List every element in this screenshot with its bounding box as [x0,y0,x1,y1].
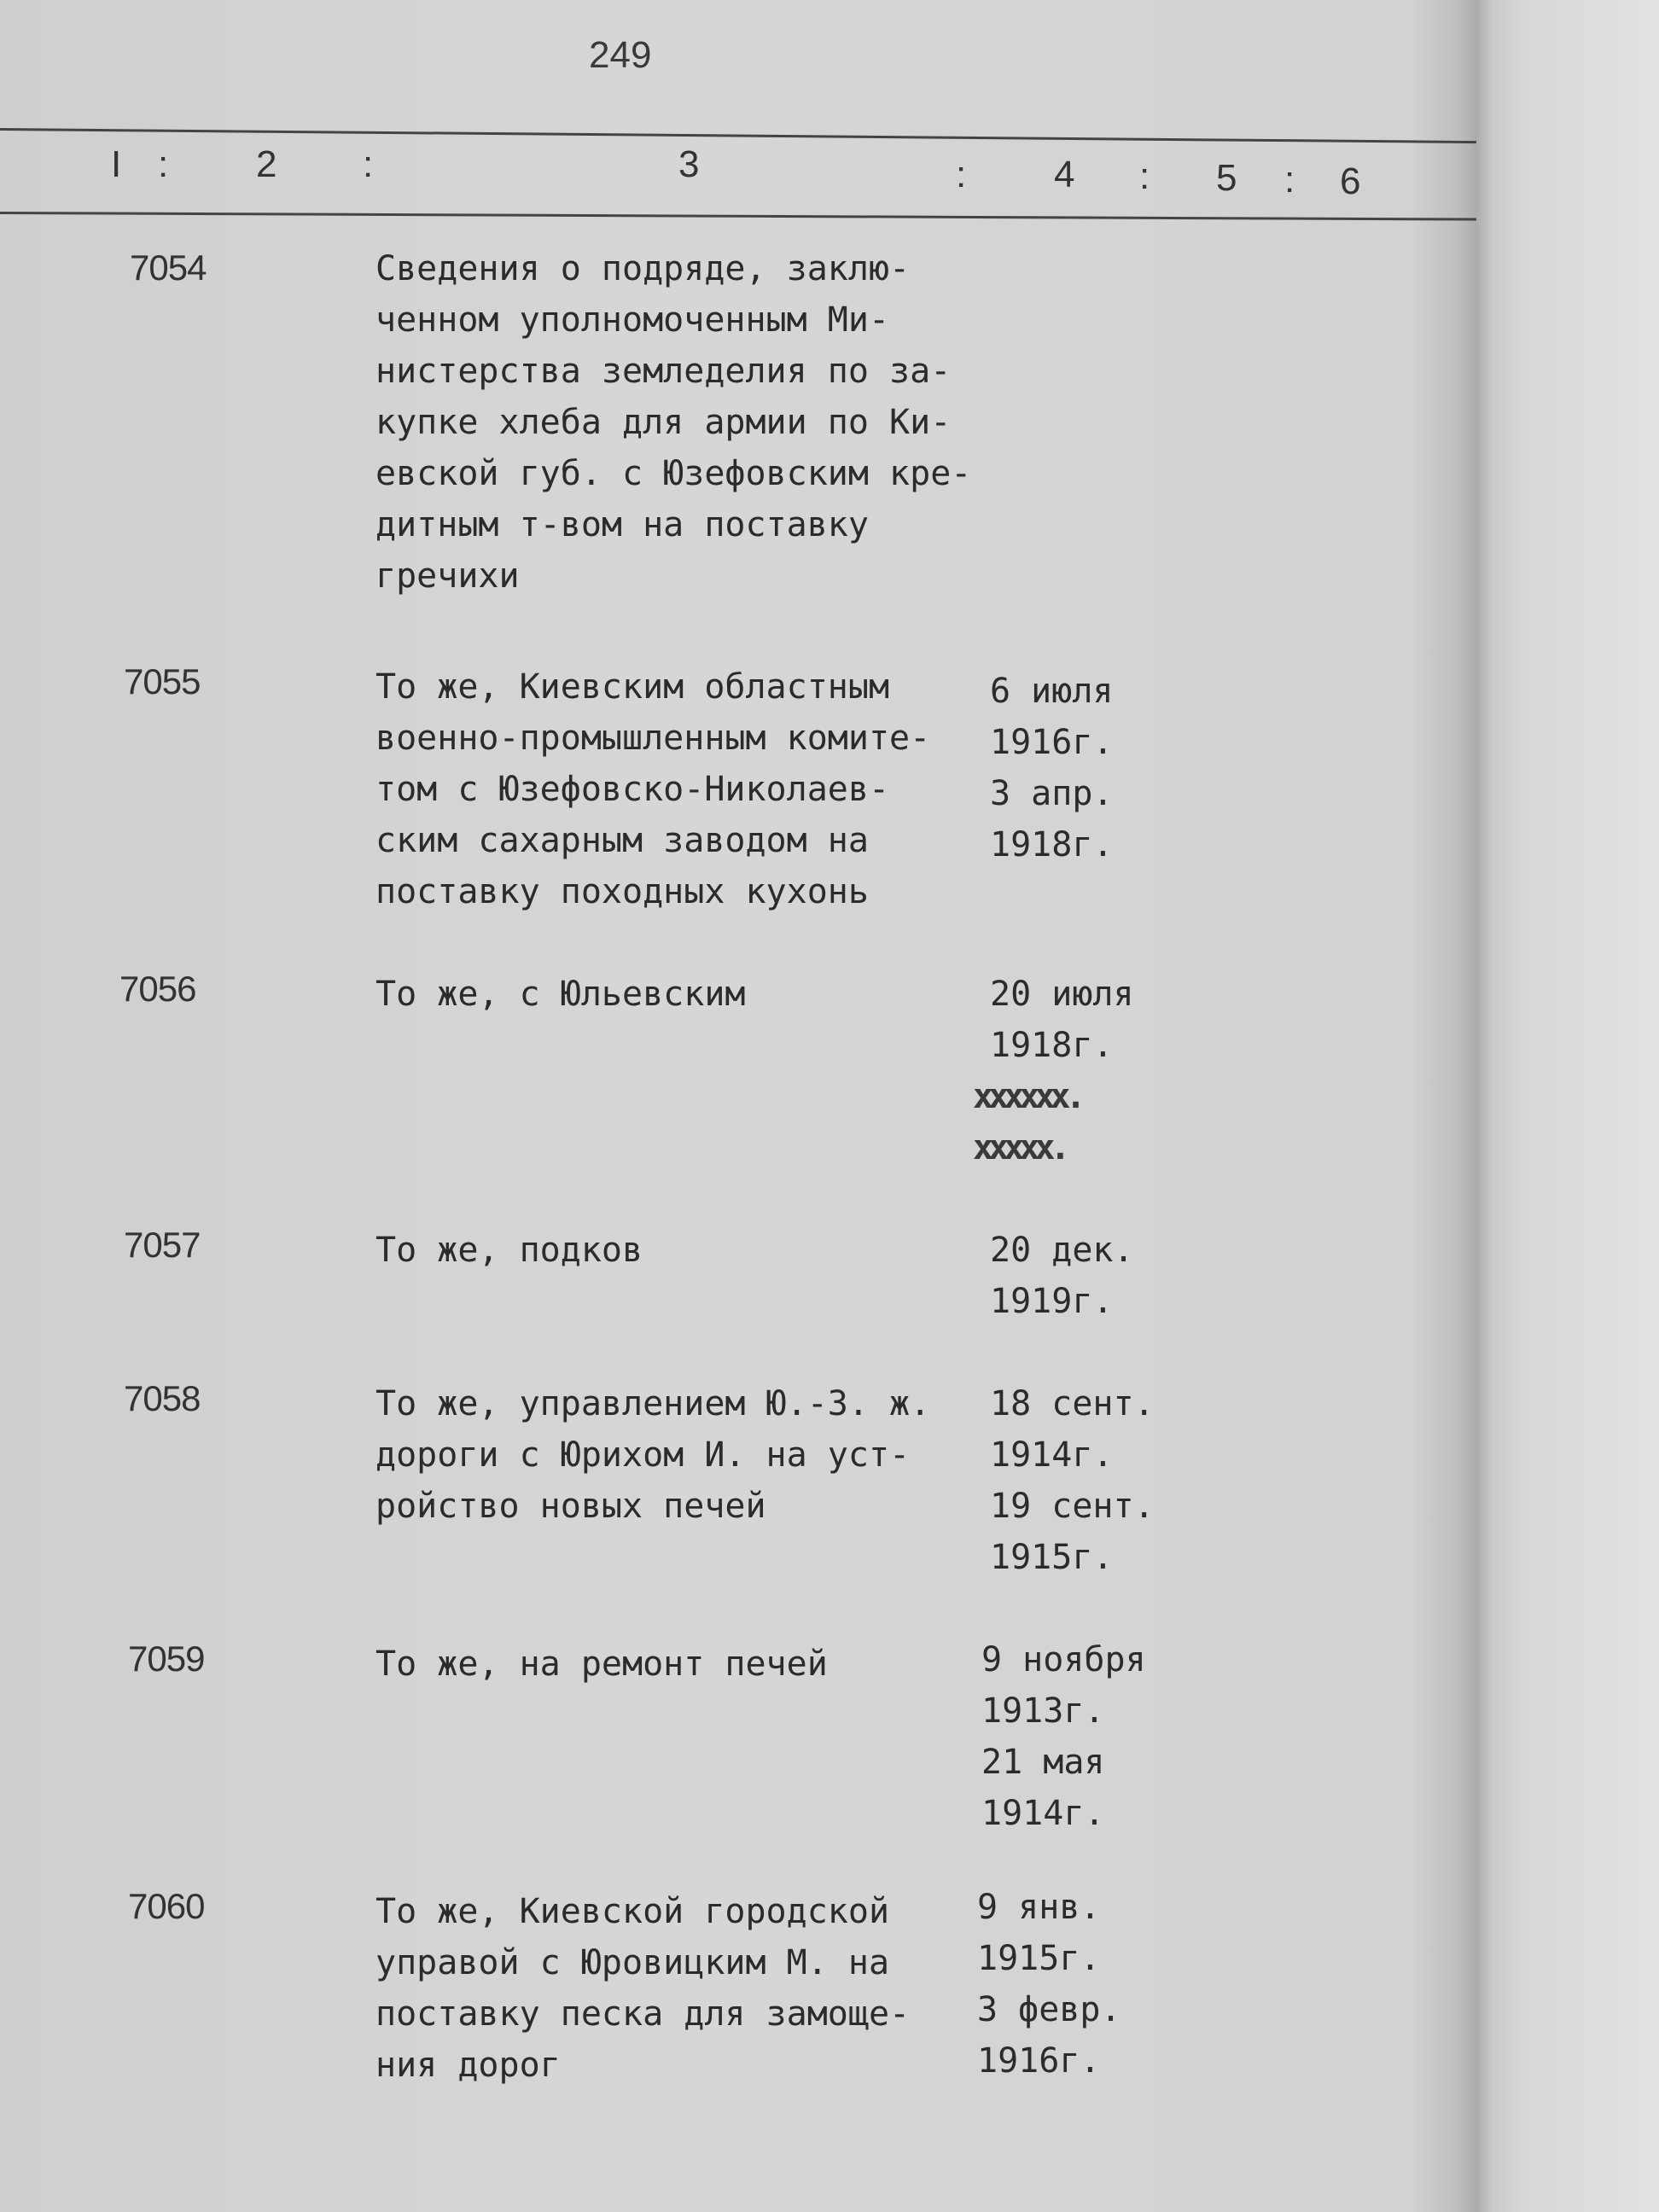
header-bottom-rule [0,212,1476,221]
entry-date: 1915г. [977,1939,1101,1978]
entry-number: 7058 [124,1378,201,1418]
entry-number: 7057 [124,1225,201,1265]
col-header-sep-2: : [363,143,374,185]
entry-description: Сведения о подряде, заклю- ченном уполномоченным Ми- нистерства земледелия по за- купке хлеба для армии по Ки- евской губ. с Юзефовским кре- дитным т-вом на поставку гречихи [375,249,972,596]
entry-date: 19 сент. [990,1487,1155,1526]
col-header-sep-5: : [1284,159,1295,201]
entry-dates [973,969,1203,1173]
col-header-3: 3 [678,143,700,185]
entry-date: 3 февр. [977,1990,1121,2029]
struck-out-text: xxxxxx. [973,1077,1081,1116]
page-crease [1459,0,1493,2212]
struck-out-text: xxxxx. [973,1128,1066,1167]
entry-dates [977,1882,1190,2087]
entry-date: 1919г. [990,1282,1114,1321]
entry-number: 7060 [128,1886,205,1926]
col-header-2: 2 [256,143,277,185]
col-header-sep-1: : [158,143,169,185]
entry-description: То же, управлением Ю.-З. ж. дороги с Юрихом И. на уст- ройство новых печей [375,1384,931,1526]
entry-date: 1915г. [990,1538,1114,1577]
entry-date: 9 ноября [981,1640,1146,1679]
col-header-4: 4 [1054,154,1075,195]
col-header-6: 6 [1340,160,1361,202]
entry-number: 7055 [124,661,201,701]
entry-date: 9 янв. [977,1888,1101,1927]
entry-date: 18 сент. [990,1384,1155,1423]
entry-number: 7059 [128,1639,205,1679]
entry-date: 1916г. [990,723,1114,762]
page-number: 249 [589,34,652,76]
entry-dates [990,1378,1203,1583]
entry-date: 1916г. [977,2041,1101,2081]
col-header-sep-3: : [956,154,967,195]
entry-number: 7054 [130,247,207,288]
entry-dates [990,666,1203,870]
entry-description: То же, Киевской городской управой с Юровицким М. на поставку песка для замоще- ния дорог [375,1892,911,2085]
header-top-rule [0,128,1476,143]
entry-description: То же, Киевским областным военно-промышленным комите- том с Юзефовско-Николаев- ским сахарным заводом на поставку походных кухонь [375,667,931,911]
entry-date: 3 апр. [990,774,1114,813]
entry-date: 1918г. [990,825,1114,864]
entry-date: 1914г. [981,1794,1105,1833]
entry-dates [990,1225,1203,1327]
entry-dates [981,1634,1195,1839]
entry-date: 20 июля [990,975,1134,1014]
entry-description: То же, подков [375,1231,643,1270]
entry-number: 7056 [119,969,196,1009]
entry-date: 20 дек. [990,1231,1134,1270]
entry-date: 1913г. [981,1691,1105,1731]
entry-date: 6 июля [990,672,1114,711]
col-header-1: I [111,143,122,185]
col-header-5: 5 [1216,157,1237,199]
entry-description: То же, на ремонт печей [375,1644,828,1684]
col-header-sep-4: : [1139,155,1150,197]
entry-description: То же, с Юльевским [375,975,746,1014]
entry-date: 1918г. [990,1026,1114,1065]
entry-date: 21 мая [981,1743,1105,1782]
entry-date: 1914г. [990,1435,1114,1475]
